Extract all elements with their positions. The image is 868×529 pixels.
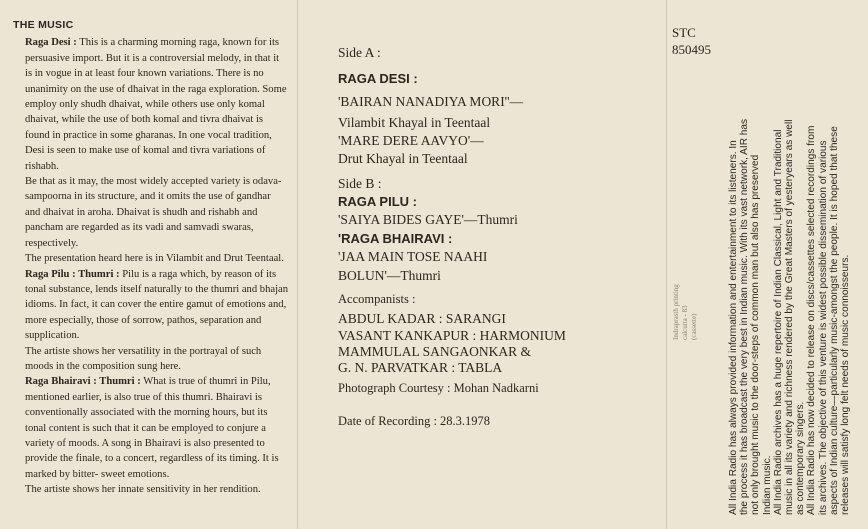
catalog-block [672, 24, 711, 58]
air-statement-line: not only brought music to the door-steps of common man but also has preserved [750, 154, 762, 515]
catalog-number: 850495 [672, 42, 711, 57]
air-statement [728, 119, 851, 515]
track-2-title: 'MARE DERE AAVYO'— [338, 133, 484, 148]
section-title: THE MUSIC [13, 19, 74, 31]
panel-fold-right [666, 0, 667, 529]
accompanist-3: MAMMULAL SANGAONKAR & [338, 344, 532, 359]
accompanist-1: ABDUL KADAR : SARANGI [338, 311, 506, 326]
printer-line-1: Indraprasth printing [672, 284, 680, 340]
accompanist-2: VASANT KANKAPUR : HARMONIUM [338, 328, 566, 343]
raga-desi-text: This is a charming morning raga, known for its persuasive import. But it is a controversial melody, in that it is in vogue in at least four known variations. There is no unanimity on the use of dhaivat in the raga exploration. Some employ only shudh dhaivat, while others use only komal dhaivat, while the use of both komal and tivra dhaivat is found in practice in some gharanas. In one vocal tradition, Desi is seen to make use of komal and tivra variations of rishabh. [25, 37, 287, 172]
air-statement-line: aspects of Indian culture—particularly music-amongst the people. It is hoped that these [828, 126, 840, 515]
raga-pilu-heading: RAGA PILU : [338, 194, 417, 209]
track-3-title: 'SAIYA BIDES GAYE'—Thumri [338, 212, 518, 227]
printer-credit [672, 284, 699, 340]
track-2-description: Drut Khayal in Teentaal [338, 151, 468, 166]
notes-panel [0, 0, 298, 529]
raga-bhairavi-text: What is true of thumri in Pilu, mentioned earlier, is also true of this thumri. Bhairavi is conventionally associated with the morning hours, but its tonal content is such that it can be employed to conjure a variety of moods. A song in Bhairavi is also presented to provide the finale, to a concert, regardless of its timing. It is marked by bitter- sweet emotions. [25, 376, 279, 480]
air-statement-line: the process it has broadcast the very best in Indian music. With its vast network, AIR has [739, 118, 751, 515]
stc-label: STC [672, 25, 696, 40]
track-4-title: 'JAA MAIN TOSE NAAHI [338, 249, 488, 264]
raga-bhairavi-heading: 'RAGA BHAIRAVI : [338, 231, 453, 246]
air-statement-line: its archives. The objective of this venture is widest possible dissemination of various [817, 140, 829, 515]
photo-credit: Photograph Courtesy : Mohan Nadkarni [338, 381, 539, 395]
raga-bhairavi-paragraph [13, 374, 288, 482]
raga-pilu-paragraph [13, 267, 288, 344]
raga-desi-label: Raga Desi : [25, 37, 77, 49]
accompanists-label: Accompanists : [338, 292, 416, 306]
air-statement-line: music in all its variety and richness rendered by the Great Masters of yesteryears as well [784, 119, 796, 515]
raga-bhairavi-label: Raga Bhairavi : Thumri : [25, 376, 141, 388]
track-4-title-cont: BOLUN'—Thumri [338, 268, 441, 283]
accompanist-4: G. N. PARVATKAR : TABLA [338, 360, 503, 375]
air-statement-line: All India Radio has now decided to release on discs/cassettes selected recordings from [806, 125, 818, 515]
track-1-description: Vilambit Khayal in Teentaal [338, 115, 491, 130]
raga-pilu-text: Pilu is a raga which, by reason of its tonal substance, lends itself naturally to the thumri and bhajan idioms. In fact, it can cover the entire gamut of emotions and, more especially, those of sorrow, pathos, separation and supplication. [25, 268, 289, 342]
air-statement-line: All India Radio archives has a huge repertoire of Indian Classical, Light and Traditional [772, 129, 784, 515]
printer-line-3: (cassette) [690, 313, 698, 340]
air-statement-line: releases will satisfy long felt needs of music connoisseurs. [840, 254, 852, 515]
raga-desi-paragraph [13, 35, 288, 174]
track-1-title: 'BAIRAN NANADIYA MORI''— [338, 94, 524, 109]
air-statement-line: as contemporary singers. [795, 401, 807, 515]
raga-pilu-paragraph-2: The artiste shows her versatility in the portrayal of such moods in the composition sung here. [25, 345, 262, 372]
raga-bhairavi-paragraph-2: The artiste shows her innate sensitivity in her rendition. [25, 484, 261, 496]
air-statement-line: Indian music. [761, 455, 773, 515]
side-a-label: Side A : [338, 45, 381, 60]
track-listing-panel [298, 0, 666, 529]
recording-date: Date of Recording : 28.3.1978 [338, 414, 491, 428]
raga-desi-paragraph-2: Be that as it may, the most widely accepted variety is odava-sampoorna in its structure, and it omits the use of gandhar and dhaivat in aroha. Dhaivat is shudh and rishabh and pancham are regarded as its vadi and samvadi swaras, respectively. [25, 176, 282, 249]
air-statement-line: All India Radio has always provided information and entertainment to its listeners. In [728, 140, 739, 515]
side-b-label: Side B : [338, 176, 382, 191]
raga-pilu-label: Raga Pilu : Thumri : [25, 268, 120, 280]
raga-desi-heading: RAGA DESI : [338, 71, 418, 86]
printer-line-2: calcutta - 83 [681, 305, 689, 340]
raga-desi-paragraph-3: The presentation heard here is in Vilambit and Drut Teentaal. [25, 253, 284, 265]
